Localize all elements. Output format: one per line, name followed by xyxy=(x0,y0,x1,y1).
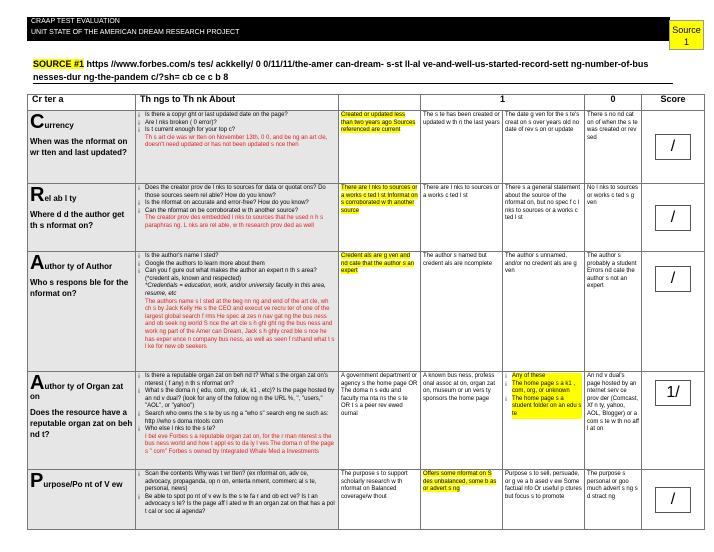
source-tag-line1: Source xyxy=(672,25,701,35)
header-bar xyxy=(27,17,670,41)
score-value[interactable]: / xyxy=(655,487,691,513)
criteria-letter: R xyxy=(30,184,45,206)
list-item: ¡ Is the author's name l sted? xyxy=(145,253,336,261)
level-0-cell: The author s probably a student Errors nd cate the author s not an expert xyxy=(585,252,642,372)
col-header-0: 0 xyxy=(585,95,642,111)
criteria-letter: C xyxy=(30,111,45,133)
list-item: ¡ Is t current enough for your top c? xyxy=(145,127,336,135)
level-1-cell: The s te has been created or updated w th n the last years xyxy=(421,111,503,184)
header-title: CRAAP TEST EVALUATION xyxy=(31,18,120,25)
criteria-cell xyxy=(28,470,136,530)
things-cell xyxy=(136,111,339,184)
criteria-cell xyxy=(28,184,136,252)
criteria-question: Where d d the author get th s nformat on? xyxy=(30,210,125,230)
criteria-name: urrency xyxy=(44,121,74,130)
divider xyxy=(33,83,673,84)
list-item: ¡ Google the authors to learn more about them xyxy=(145,261,336,269)
col-header-criteria: Cr ter a xyxy=(28,95,136,111)
score-cell xyxy=(642,111,705,184)
level-2-cell xyxy=(339,111,421,184)
level-2-text: Credent als are g ven and nd cate that the author s an expert xyxy=(341,253,415,275)
criteria-name: urpose/Po nt of V ew xyxy=(43,480,123,489)
list-item: ¡ The home page s a k1 , com, org, or unknown xyxy=(512,381,582,396)
criteria-letter: A xyxy=(30,372,45,394)
list-item: ¡ Is there a reputable organ zat on beh nd t? What s the organ zat on's nterest ( f any) n th s nformat on? xyxy=(145,373,336,388)
table-row xyxy=(28,372,705,470)
list-item: ¡ Does the creator prov de l nks to sources for data or quotat ons? Do those sources seem rel able? How do you know? xyxy=(145,185,336,200)
response-text: The authors name s l sted at the beg nn ng and end of the art cle, wh ch s by Jack Kelly He s the CEO and execut ve recru ter of one of the largest global search f rms He spec al zes n nav gat ng the bus ness and ob seek ng world S nce the art cle s h ghl ght ng the bus ness and work ng part of the Amer can Dream, Jack s h ghly cred ble s nce he has exper ence n company bus ness, as well as seen f rsthand what t s l ke for new ob seekers xyxy=(145,298,335,351)
source-label: SOURCE #1 xyxy=(33,59,85,69)
score-cell xyxy=(642,470,705,530)
level-1b-cell: There s a general statement about the source of the nformat on, but no spec f c l nks to sources or a works c ted l st xyxy=(503,184,585,252)
criteria-name: uthor ty of Organ zat on xyxy=(30,382,124,401)
things-cell xyxy=(136,184,339,252)
criteria-question: Who s respons ble for the nformat on? xyxy=(30,278,129,298)
list-item: ¡ Is the nformat on accurate and error-free? How do you know? xyxy=(145,200,336,208)
source-line xyxy=(33,58,673,84)
criteria-name: el ab l ty xyxy=(44,194,77,203)
source-tag xyxy=(669,20,704,50)
source-url[interactable]: https //www.forbes.com/s tes/ ackkelly/ 0 0/11/11/the-amer can-dream- s-st ll-al ve-and-well-us-started-record-sett ng-number-of-bus nesses-dur ng-the-pandem c/?sh= cb ce c b 8 xyxy=(33,59,649,82)
response-text: I bel eve Forbes s a reputable organ zat on, for the r man nterest s the bus ness world and how t appl es to da ly l ves The doma n of the page s " com" Forbes s owned by Integrated Whale Med a Investments xyxy=(145,433,335,455)
list-item: ¡ Any of these xyxy=(512,373,582,381)
level-2-cell xyxy=(339,252,421,372)
level-0-cell: There s no nd cat on of when the s te was created or rev sed xyxy=(585,111,642,184)
level-2-text: Created or updated less than two years ago Sources referenced are current xyxy=(341,112,416,134)
list-item: ¡ The home page s a student folder on an edu s te xyxy=(512,396,582,419)
list-item: ¡ Scan the contents Why was t wr tten? (ex nformat on, adv ce, advocacy, propaganda, op n on, enterta nment, commerc al s te, personal, news) xyxy=(145,471,336,494)
level-0-cell: No l nks to sources or works c ted s g ven xyxy=(585,184,642,252)
things-cell xyxy=(136,470,339,530)
list-item: ¡ Can you f gure out what makes the author an expert n th s area? (*credent als, known and respected) xyxy=(145,268,336,283)
table-row xyxy=(28,470,705,530)
criteria-cell xyxy=(28,111,136,184)
score-value[interactable]: / xyxy=(655,205,691,231)
level-2-cell: A government department or agency s the home page OR The doma n s edu and faculty ma nta ns the s te OR t s a peer rev ewed ournal xyxy=(339,372,421,470)
criteria-question: Does the resource have a reputable organ zat on beh nd t? xyxy=(30,407,133,439)
level-1b-cell: The author s unnamed, and/or no credent als are g ven xyxy=(503,252,585,372)
credentials-note: *Credentials = education, work, and/or university faculty in this area, resume, etc xyxy=(145,283,326,297)
header-unit: UNIT STATE OF THE AMERICAN DREAM RESEARCH PROJECT xyxy=(31,29,240,36)
list-item: ¡ What s the doma n ( edu, com, org, uk, k1 , etc)? Is the page hosted by an nd v dual? (look for any of the follow ng n the URL %, ", "users," "AOL", or "yahoo") xyxy=(145,388,336,411)
score-value[interactable]: / xyxy=(655,134,691,160)
criteria-cell xyxy=(28,252,136,372)
level-2-cell xyxy=(339,184,421,252)
list-item: ¡ Is there a copyr ght or last updated date on the page? xyxy=(145,112,336,120)
table-row xyxy=(28,252,705,372)
criteria-cell xyxy=(28,372,136,470)
things-cell xyxy=(136,372,339,470)
table-row xyxy=(28,184,705,252)
score-cell xyxy=(642,252,705,372)
level-0-cell: An nd v dual's page hosted by an nternet serv ce prov der (Comcast, Xf n ty, yahoo, AOL, Blogger) or a com s te w th no aff l at on xyxy=(585,372,642,470)
level-0-cell: The purpose s personal or goo much advert s ng s d stract ng xyxy=(585,470,642,530)
level-1-cell: The author s named but credent als are ncomplete xyxy=(421,252,503,372)
score-value[interactable]: 1/ xyxy=(655,380,691,406)
criteria-name: uthor ty of Author xyxy=(44,262,113,271)
col-header-things: Th ngs to Th nk About xyxy=(136,95,339,111)
level-1b-cell: The date g ven for the s te's creat on s over years old no date of rev s on or update xyxy=(503,111,585,184)
criteria-letter: P xyxy=(30,470,44,492)
craap-table xyxy=(27,94,705,530)
col-header-score: Score xyxy=(642,95,705,111)
list-item: ¡ Search who owns the s te by us ng a "who s" search eng ne such as: http //who s doma ntools com xyxy=(145,411,336,426)
list-item: ¡ Are l nks broken ( 0 error)? xyxy=(145,120,336,128)
level-1b-cell: Purpose s to sell, persuade, or g ve a b ased v ew Some factual nfo Or useful p ctures but focus s to promote xyxy=(503,470,585,530)
score-cell xyxy=(642,184,705,252)
level-1-cell: There are l nks to sources or a works c ted l st xyxy=(421,184,503,252)
level-2-cell: The purpose s to support scholarly research w th nformat on Balanced coverage/w thout xyxy=(339,470,421,530)
level-1b-cell xyxy=(503,372,585,470)
level-1-text: Offers some nformat on S des unbalanced, some b as or advert s ng xyxy=(423,471,497,493)
response-text: The creator prov des embedded l nks to sources that he used n h s paraphras ng. L nks are rel able, w th research prov ded as well xyxy=(145,215,324,229)
table-row xyxy=(28,111,705,184)
level-2-text: There are l nks to sources or a works c ted l st Informat on s corroborated w th another source xyxy=(341,185,418,214)
level-1-cell xyxy=(421,470,503,530)
criteria-letter: A xyxy=(30,252,45,274)
col-header-2 xyxy=(339,95,421,111)
response-text: Th s art cle was wr tten on November 13th, 0 0, and be ng an art cle, doesn't need updated or has not been updated s nce then xyxy=(145,134,328,149)
list-item: ¡ Who else l nks to the s te? xyxy=(145,426,336,434)
things-cell xyxy=(136,252,339,372)
list-item: ¡ Be able to spot po nt of v ew Is the s te fa r and ob ect ve? Is t an advocacy s te? Is the page aff l ated w th an organ zat on that has a pol t cal or soc al agenda? xyxy=(145,494,336,517)
criteria-question: When was the nformat on wr tten and last updated? xyxy=(30,137,128,157)
level-1-cell: A known bus ness, profess onal assoc at on, organ zat on, museum or un vers ty sponsors the home page xyxy=(421,372,503,470)
table-header-row xyxy=(28,95,705,111)
source-tag-line2: 1 xyxy=(683,37,689,47)
col-header-1: 1 xyxy=(421,95,585,111)
score-value[interactable]: / xyxy=(655,266,691,292)
list-item: ¡ Can the nformat on be corroborated w th another source? xyxy=(145,208,336,216)
score-cell xyxy=(642,372,705,470)
